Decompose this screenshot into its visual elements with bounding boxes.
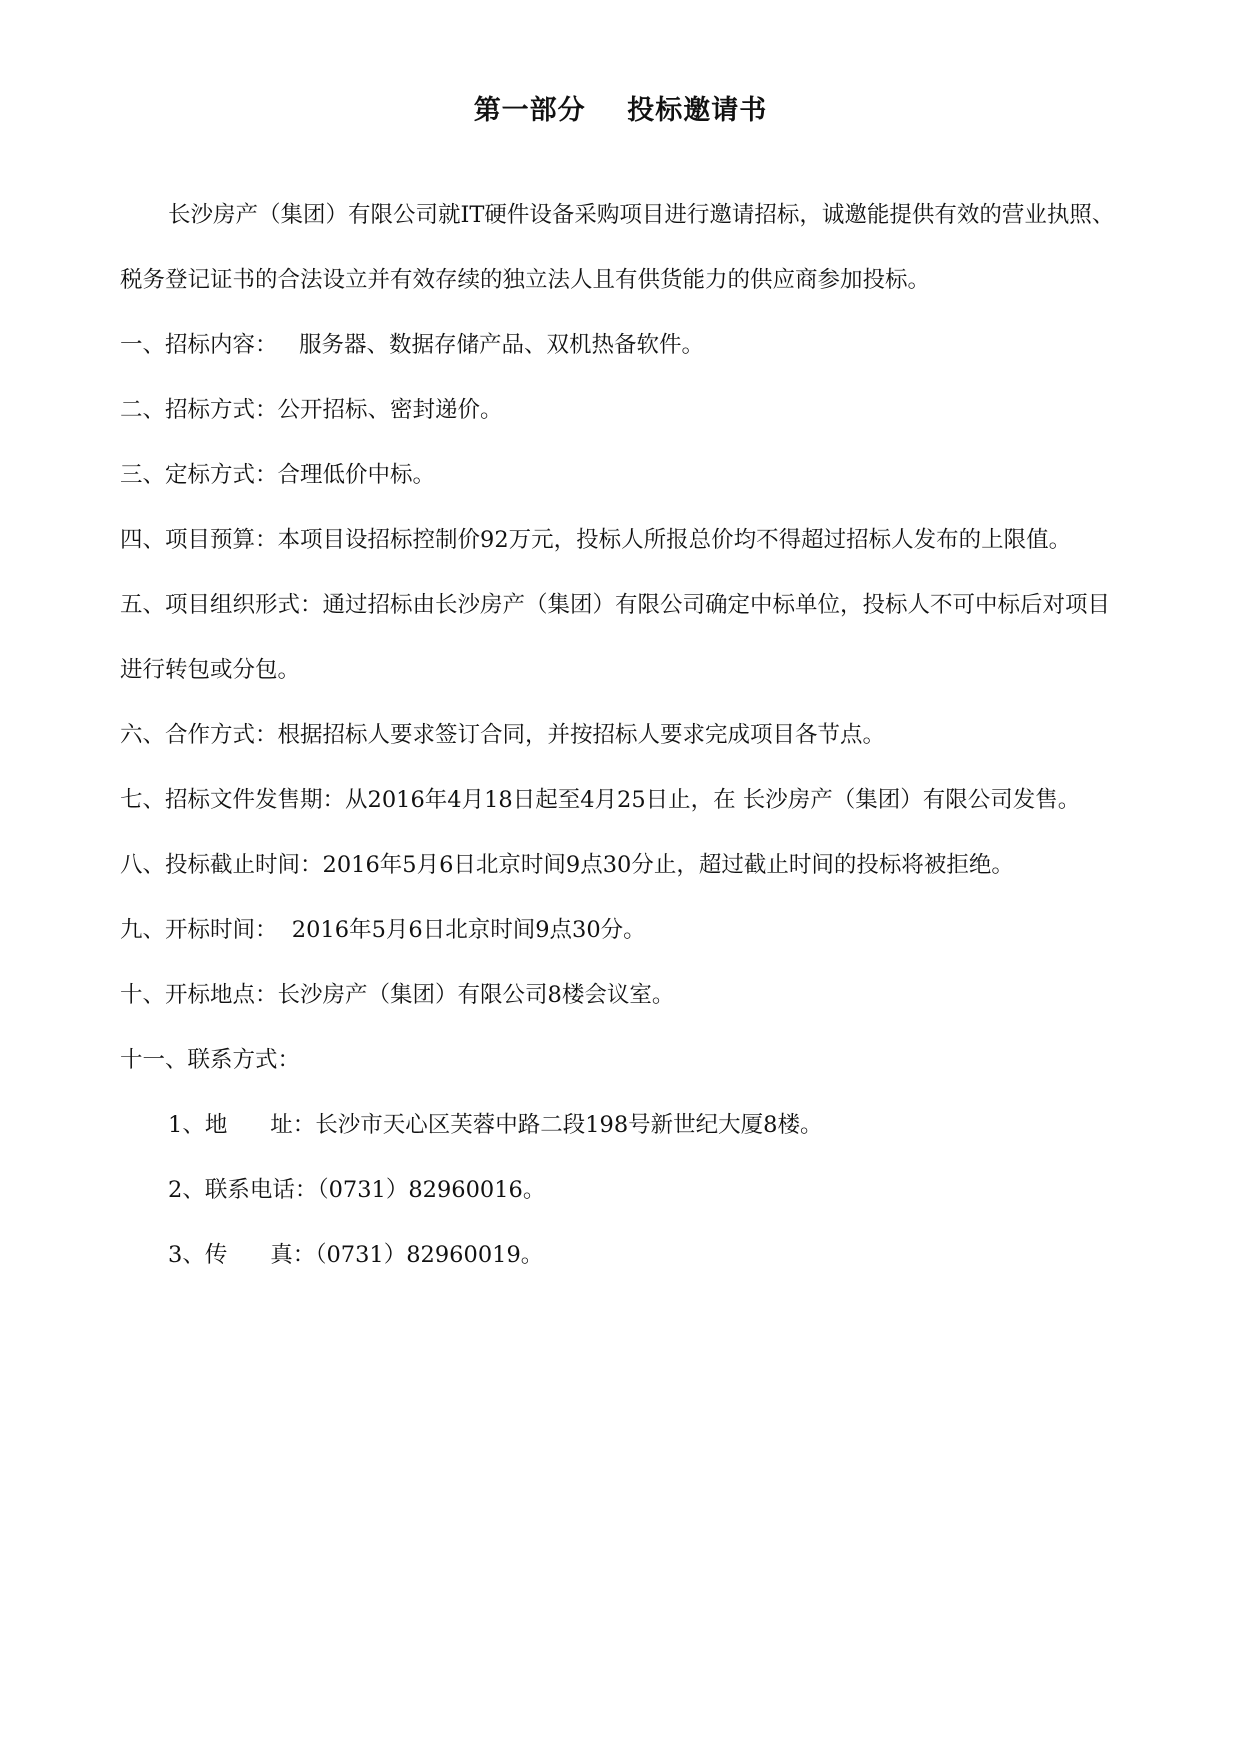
document-body: [120, 183, 1130, 1288]
item-9: 九、开标时间： 2016年5月6日北京时间9点30分。: [120, 917, 646, 943]
document-title: 第一部分 投标邀请书: [473, 95, 768, 126]
contact-address: 1、地 址：长沙市天心区芙蓉中路二段198号新世纪大厦8楼。: [168, 1112, 823, 1138]
contact-fax: 3、传 真：（0731）82960019。: [168, 1242, 544, 1268]
item-8: 八、投标截止时间：2016年5月6日北京时间9点30分止，超过截止时间的投标将被拒绝。: [120, 852, 1014, 878]
contact-phone: 2、联系电话：（0731）82960016。: [168, 1177, 546, 1203]
item-1: 一、招标内容： 服务器、数据存储产品、双机热备软件。: [120, 332, 704, 358]
item-10: 十、开标地点：长沙房产（集团）有限公司8楼会议室。: [120, 982, 675, 1008]
item-5: 五、项目组织形式：通过招标由长沙房产（集团）有限公司确定中标单位，投标人不可中标后对项目进行转包或分包。: [120, 592, 1111, 683]
item-6: 六、合作方式：根据招标人要求签订合同，并按招标人要求完成项目各节点。: [120, 722, 886, 748]
item-7: 七、招标文件发售期：从2016年4月18日起至4月25日止，在 长沙房产（集团）有限公司发售。: [120, 787, 1081, 813]
item-2: 二、招标方式：公开招标、密封递价。: [120, 397, 503, 423]
item-4: 四、项目预算：本项目设招标控制价92万元，投标人所报总价均不得超过招标人发布的上限值。: [120, 527, 1072, 553]
item-11: 十一、联系方式：: [120, 1047, 301, 1073]
intro-paragraph: 长沙房产（集团）有限公司就IT硬件设备采购项目进行邀请招标，诚邀能提供有效的营业执照、税务登记证书的合法设立并有效存续的独立法人且有供货能力的供应商参加投标。: [120, 202, 1115, 293]
item-3: 三、定标方式：合理低价中标。: [120, 462, 436, 488]
